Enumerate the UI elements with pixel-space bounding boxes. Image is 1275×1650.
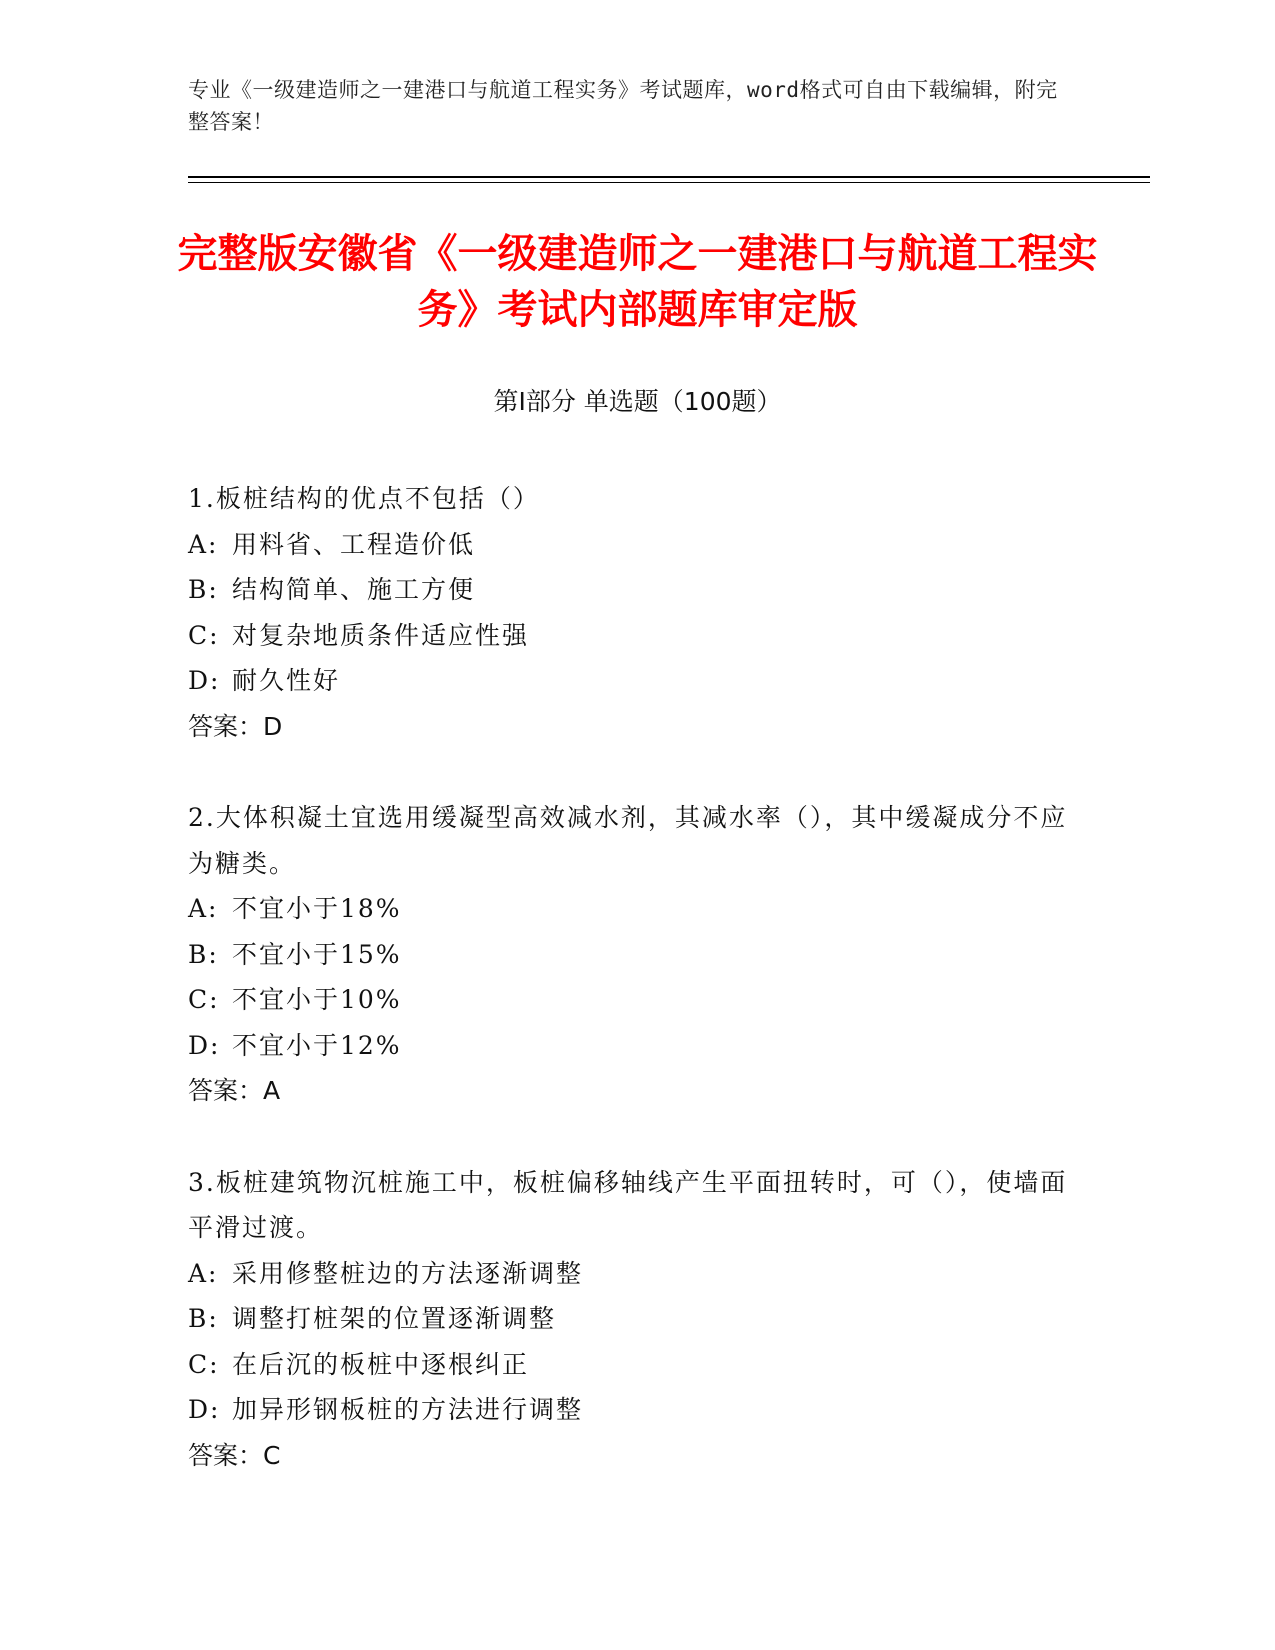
question-1 (188, 476, 1068, 749)
option-a (188, 1251, 1068, 1297)
option-letter: A: (188, 529, 219, 559)
option-letter: C: (188, 985, 220, 1014)
section-title: 第Ⅰ部分 单选题（100题） (493, 387, 782, 416)
option-text: 用料省、工程造价低 (232, 529, 476, 559)
question-3 (188, 1160, 1068, 1479)
header-rule-thin (188, 182, 1150, 183)
option-letter: A: (188, 1258, 219, 1288)
question-text: 1.板桩结构的优点不包括（） (188, 484, 540, 513)
option-d (188, 658, 1068, 704)
option-text: 在后沉的板桩中逐根纠正 (232, 1349, 530, 1379)
option-c (188, 1342, 1068, 1388)
option-text: 耐久性好 (232, 666, 341, 695)
option-c (188, 613, 1068, 659)
option-text: 不宜小于10% (232, 985, 402, 1014)
option-letter: B: (188, 939, 219, 969)
option-text: 采用修整桩边的方法逐渐调整 (232, 1258, 584, 1288)
question-list (188, 476, 1068, 1524)
option-letter: D: (188, 1395, 221, 1424)
option-letter: C: (188, 620, 220, 650)
question-text: 3.板桩建筑物沉桩施工中，板桩偏移轴线产生平面扭转时，可（），使墙面平滑过渡。 (188, 1167, 1068, 1242)
option-letter: C: (188, 1349, 220, 1379)
option-text: 不宜小于12% (232, 1030, 402, 1060)
option-text: 加异形钢板桩的方法进行调整 (232, 1395, 584, 1424)
option-text: 结构简单、施工方便 (232, 575, 476, 604)
option-c (188, 977, 1068, 1023)
option-letter: B: (188, 1304, 219, 1333)
question-2 (188, 795, 1068, 1114)
header-note: 专业《一级建造师之一建港口与航道工程实务》考试题库，word格式可自由下载编辑，附完整答案！ (188, 78, 1058, 134)
option-d (188, 1387, 1068, 1433)
option-letter: D: (188, 666, 221, 695)
document-title: 完整版安徽省《一级建造师之一建港口与航道工程实务》考试内部题库审定版 (177, 231, 1098, 333)
option-a (188, 522, 1068, 568)
option-text: 对复杂地质条件适应性强 (232, 620, 530, 650)
option-text: 调整打桩架的位置逐渐调整 (232, 1304, 557, 1333)
header-rule-thick (188, 176, 1150, 178)
answer-line: 答案：C (188, 1440, 281, 1470)
option-b (188, 932, 1068, 978)
answer-line: 答案：A (188, 1076, 281, 1105)
answer-line: 答案：D (188, 711, 283, 741)
option-letter: A: (188, 894, 219, 923)
option-letter: B: (188, 575, 219, 604)
option-a (188, 886, 1068, 932)
question-text: 2.大体积凝土宜选用缓凝型高效减水剂，其减水率（），其中缓凝成分不应为糖类。 (188, 803, 1068, 878)
option-text: 不宜小于15% (232, 939, 402, 969)
option-b (188, 1296, 1068, 1342)
option-text: 不宜小于18% (232, 894, 402, 923)
option-b (188, 567, 1068, 613)
option-letter: D: (188, 1030, 221, 1060)
option-d (188, 1023, 1068, 1069)
